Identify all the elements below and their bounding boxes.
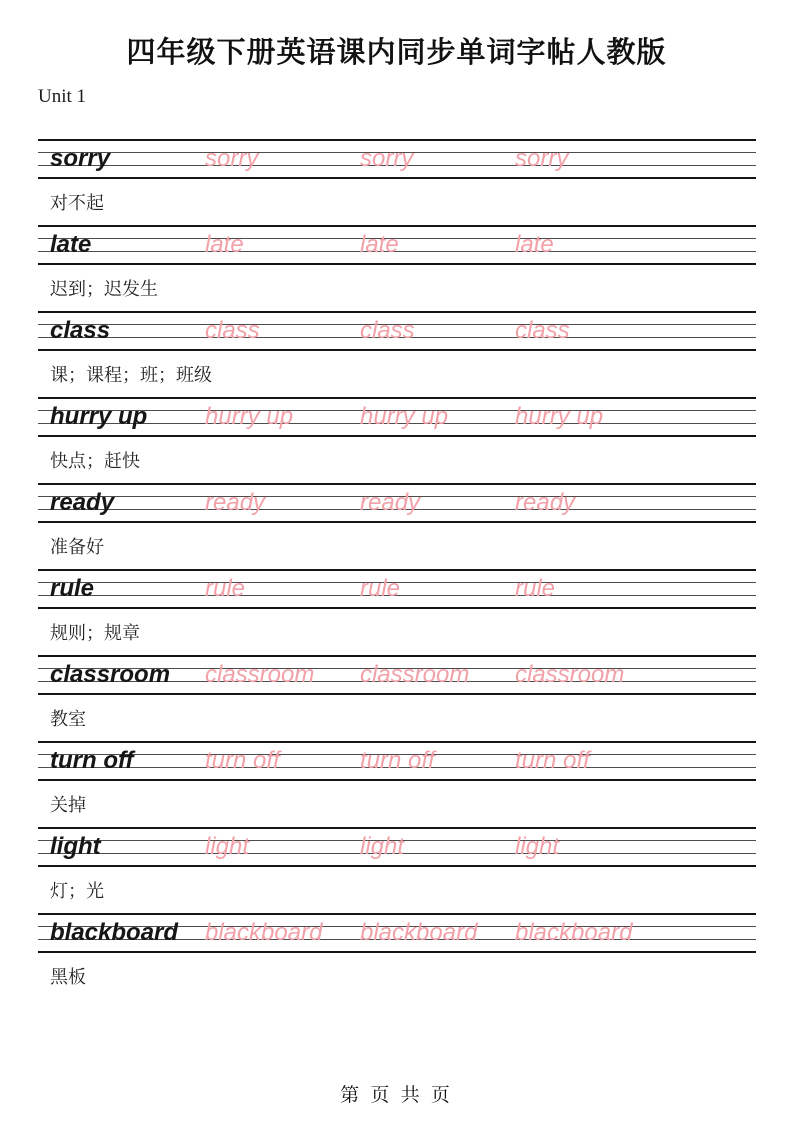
word-block [38, 225, 756, 311]
word-trace-text: classroom [360, 661, 470, 688]
word-block [38, 655, 756, 741]
word-trace-text: blackboard [515, 919, 633, 946]
word-trace-text: hurry up [205, 403, 294, 430]
word-text: classroom [50, 661, 171, 688]
word-meaning: 准备好 [50, 537, 104, 557]
word-trace-text: sorry [205, 145, 259, 172]
word-trace-text: rule [205, 575, 246, 602]
unit-label: Unit 1 [38, 86, 87, 107]
word-text: blackboard [50, 919, 179, 946]
fourline-guide [38, 655, 756, 695]
word-meaning: 关掉 [50, 795, 86, 815]
word-block [38, 483, 756, 569]
word-trace-text: blackboard [205, 919, 323, 946]
word-trace-text: rule [360, 575, 401, 602]
word-list [38, 139, 756, 999]
word-trace-text: turn off [360, 747, 435, 774]
fourline-guide [38, 483, 756, 523]
word-block [38, 913, 756, 999]
word-text: hurry up [50, 403, 148, 430]
word-trace-text: late [515, 231, 554, 258]
fourline-guide [38, 225, 756, 265]
fourline-guide [38, 741, 756, 781]
word-trace-text: hurry up [515, 403, 604, 430]
fourline-guide [38, 311, 756, 351]
word-meaning: 迟到；迟发生 [50, 279, 158, 299]
word-trace-text: light [205, 833, 250, 860]
word-text: light [50, 833, 101, 860]
word-meaning: 快点；赶快 [50, 451, 140, 471]
word-trace-text: classroom [515, 661, 625, 688]
word-trace-text: sorry [360, 145, 414, 172]
word-text: late [50, 231, 92, 258]
word-trace-text: turn off [515, 747, 590, 774]
word-trace-text: class [205, 317, 260, 344]
word-meaning: 规则；规章 [50, 623, 140, 643]
word-trace-text: light [360, 833, 405, 860]
word-trace-text: blackboard [360, 919, 478, 946]
word-trace-text: class [515, 317, 570, 344]
word-trace-text: ready [515, 489, 576, 516]
fourline-guide [38, 397, 756, 437]
word-trace-text: rule [515, 575, 556, 602]
fourline-guide [38, 827, 756, 867]
words-row [38, 829, 756, 865]
word-block [38, 827, 756, 913]
words-row [38, 485, 756, 521]
page-title: 四年级下册英语课内同步单词字帖人教版 [126, 37, 667, 69]
word-block [38, 569, 756, 655]
words-row [38, 571, 756, 607]
words-row [38, 399, 756, 435]
word-trace-text: late [205, 231, 244, 258]
words-row [38, 743, 756, 779]
word-text: turn off [50, 747, 134, 774]
fourline-guide [38, 569, 756, 609]
words-row [38, 141, 756, 177]
words-row [38, 227, 756, 263]
word-text: class [50, 317, 111, 344]
word-trace-text: classroom [205, 661, 315, 688]
word-trace-text: turn off [205, 747, 280, 774]
word-block [38, 311, 756, 397]
word-trace-text: ready [360, 489, 421, 516]
word-meaning: 灯；光 [50, 881, 104, 901]
words-row [38, 915, 756, 951]
words-row [38, 313, 756, 349]
word-trace-text: late [360, 231, 399, 258]
word-meaning: 教室 [50, 709, 86, 729]
word-text: sorry [50, 145, 111, 172]
fourline-guide [38, 139, 756, 179]
word-meaning: 黑板 [50, 967, 86, 987]
word-trace-text: ready [205, 489, 266, 516]
page-footer: 第 页 共 页 [340, 1085, 453, 1106]
word-text: rule [50, 575, 95, 602]
word-block [38, 139, 756, 225]
word-trace-text: sorry [515, 145, 569, 172]
words-row [38, 657, 756, 693]
word-trace-text: hurry up [360, 403, 449, 430]
word-trace-text: class [360, 317, 415, 344]
word-block [38, 741, 756, 827]
word-meaning: 对不起 [50, 193, 104, 213]
word-meaning: 课；课程；班；班级 [50, 365, 212, 385]
word-block [38, 397, 756, 483]
word-trace-text: light [515, 833, 560, 860]
fourline-guide [38, 913, 756, 953]
word-text: ready [50, 489, 115, 516]
